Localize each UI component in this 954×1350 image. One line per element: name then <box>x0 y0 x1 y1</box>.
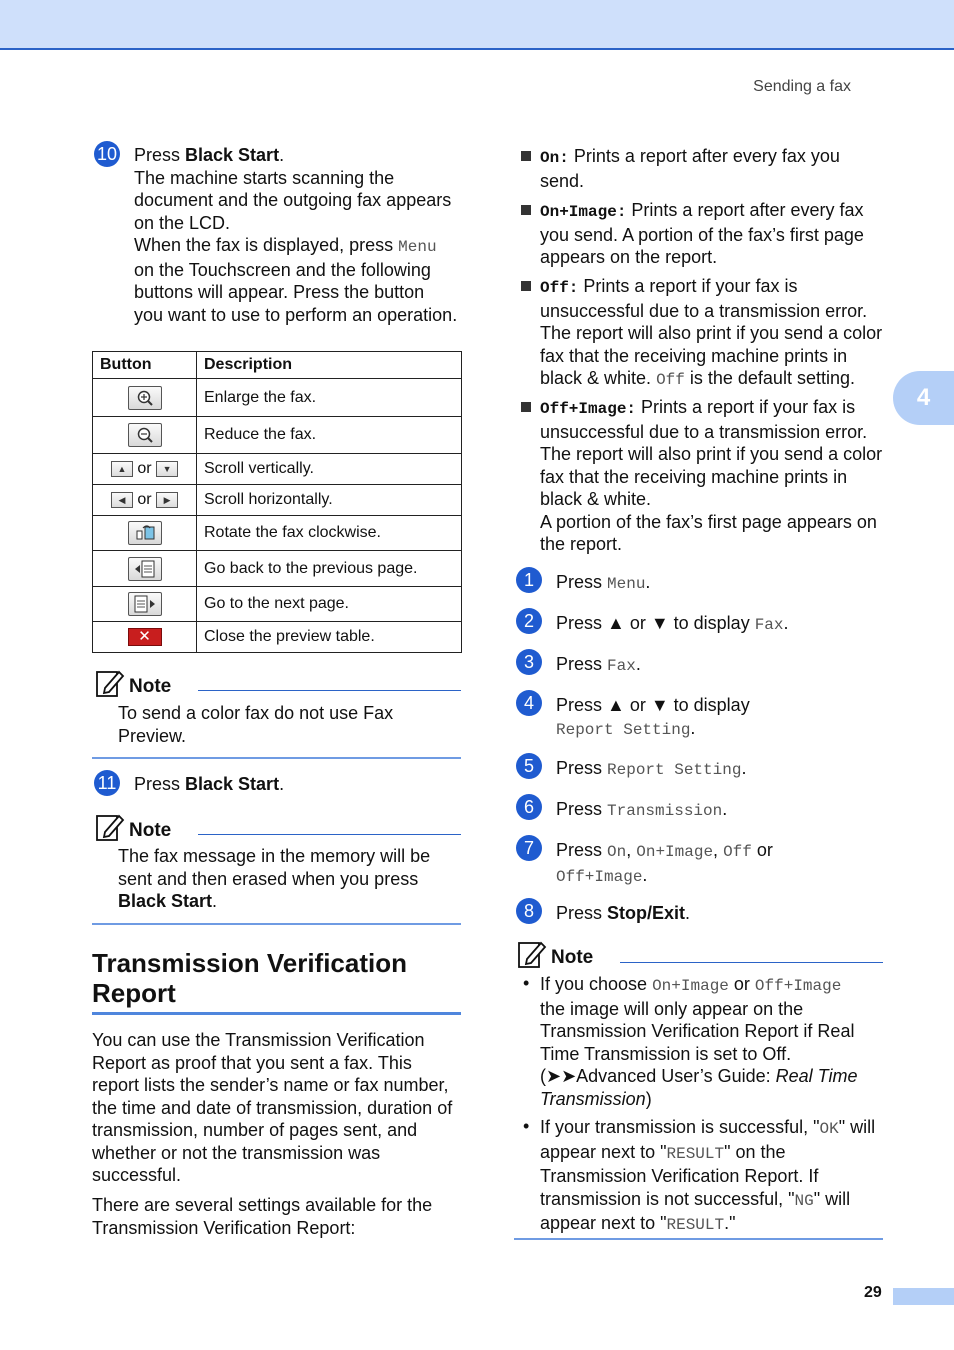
close-icon: ✕ <box>128 628 162 646</box>
step-5-text: Press Report Setting. <box>556 758 747 779</box>
note-header-3: Note <box>517 939 593 969</box>
bullet-square <box>521 402 531 412</box>
note-bullet: • <box>523 973 530 993</box>
note-end-rule <box>514 1238 883 1240</box>
option-on: On: Prints a report after every fax you send. <box>540 146 840 191</box>
step-number-8: 8 <box>516 898 542 924</box>
step-number-2: 2 <box>516 608 542 634</box>
step-2-text: Press ▲ or ▼ to display Fax. <box>556 613 789 634</box>
option-off: Off: Prints a report if your fax is unsuccessful due to a transmission error. The report will also print if you send a color fax that the receiving machine prints in black & white. Off is the default setting. <box>540 276 883 389</box>
zoom-in-icon <box>128 386 162 410</box>
table-row: ◀ or ▶ Scroll horizontally. <box>93 485 462 516</box>
step-1-text: Press Menu. <box>556 572 651 593</box>
step-8-text: Press Stop/Exit. <box>556 903 691 923</box>
note-rule <box>620 962 883 963</box>
step-number-3: 3 <box>516 649 542 675</box>
table-row: Reduce the fax. <box>93 417 462 454</box>
table-row: Go back to the previous page. <box>93 551 462 587</box>
bullet-square <box>521 205 531 215</box>
table-header-description: Description <box>197 352 462 379</box>
running-title: Sending a fax <box>753 78 851 95</box>
note-end-rule <box>92 923 461 925</box>
page-number-bar <box>893 1288 954 1305</box>
note-rule <box>198 834 461 835</box>
step-4-text: Press ▲ or ▼ to display Report Setting. <box>556 695 750 739</box>
note-end-rule <box>92 757 461 759</box>
note-bullet: • <box>523 1116 530 1136</box>
note-pencil-icon <box>95 668 125 698</box>
option-off-image: Off+Image: Prints a report if your fax is unsuccessful due to a transmission error. The report will also print if you send a color fax that the receiving machine prints in black & white. A portion of the fax’s first page appears on the report. <box>540 397 883 554</box>
step-number-11: 11 <box>94 770 120 796</box>
zoom-out-icon <box>128 423 162 447</box>
step-11-text: Press Black Start. <box>134 774 285 794</box>
scroll-down-icon: ▼ <box>156 461 178 477</box>
step-7-text: Press On, On+Image, Off or Off+Image. <box>556 840 773 886</box>
note-header-2: Note <box>95 812 171 842</box>
step-3-text: Press Fax. <box>556 654 641 675</box>
chapter-tab: 4 <box>893 371 954 425</box>
note-3-item-2: If your transmission is successful, "OK" will appear next to "RESULT" on the Transmission Verification Report. If transmission is not successful, "NG" will appear next to "RESULT." <box>540 1117 876 1234</box>
table-row: Enlarge the fax. <box>93 379 462 417</box>
bullet-square <box>521 151 531 161</box>
intro-paragraph: You can use the Transmission Verification Report as proof that you sent a fax. This report lists the sender’s name or fax number, the time and date of transmission, duration of transmission, number of pages sent, and whether or not the transmission was successful. <box>92 1030 453 1185</box>
step-number-5: 5 <box>516 753 542 779</box>
note-3-item-1: If you choose On+Image or Off+Image the image will only appear on the Transmission Verification Report if Real Time Transmission is set to Off. (➤➤Advanced User’s Guide: Real Time Transmission) <box>540 974 858 1109</box>
step-number-1: 1 <box>516 567 542 593</box>
note-2-text: The fax message in the memory will be sent and then erased when you press Black Start. <box>118 846 431 911</box>
table-header-button: Button <box>93 352 197 379</box>
previous-page-icon <box>128 557 162 581</box>
next-page-icon <box>128 592 162 616</box>
note-pencil-icon <box>517 939 547 969</box>
heading-rule <box>92 1012 461 1015</box>
note-rule <box>198 690 461 691</box>
section-heading: Transmission Verification Report <box>92 948 407 1008</box>
table-row: Rotate the fax clockwise. <box>93 516 462 551</box>
scroll-right-icon: ▶ <box>156 492 178 508</box>
table-row: ▲ or ▼ Scroll vertically. <box>93 454 462 485</box>
note-pencil-icon <box>95 812 125 842</box>
page-number: 29 <box>864 1284 882 1301</box>
step-number-10: 10 <box>94 141 120 167</box>
step-10-text: Press Black Start. The machine starts scanning the document and the outgoing fax appears on the LCD. When the fax is displayed, press Menu on the Touchscreen and the following buttons will appear. Press the button you want to use to perform an operation. <box>134 145 458 325</box>
note-1-text: To send a color fax do not use Fax Preview. <box>118 703 394 746</box>
table-row: Go to the next page. <box>93 587 462 622</box>
note-header-1: Note <box>95 668 171 698</box>
step-number-4: 4 <box>516 690 542 716</box>
rotate-icon <box>128 521 162 545</box>
step-number-7: 7 <box>516 835 542 861</box>
step-6-text: Press Transmission. <box>556 799 728 820</box>
option-on-image: On+Image: Prints a report after every fax you send. A portion of the fax’s first page appears on the report. <box>540 200 864 267</box>
header-band <box>0 0 954 50</box>
scroll-left-icon: ◀ <box>111 492 133 508</box>
settings-paragraph: There are several settings available for the Transmission Verification Report: <box>92 1195 433 1238</box>
table-row: ✕ Close the preview table. <box>93 622 462 653</box>
step-number-6: 6 <box>516 794 542 820</box>
scroll-up-icon: ▲ <box>111 461 133 477</box>
button-description-table <box>92 351 462 653</box>
bullet-square <box>521 281 531 291</box>
